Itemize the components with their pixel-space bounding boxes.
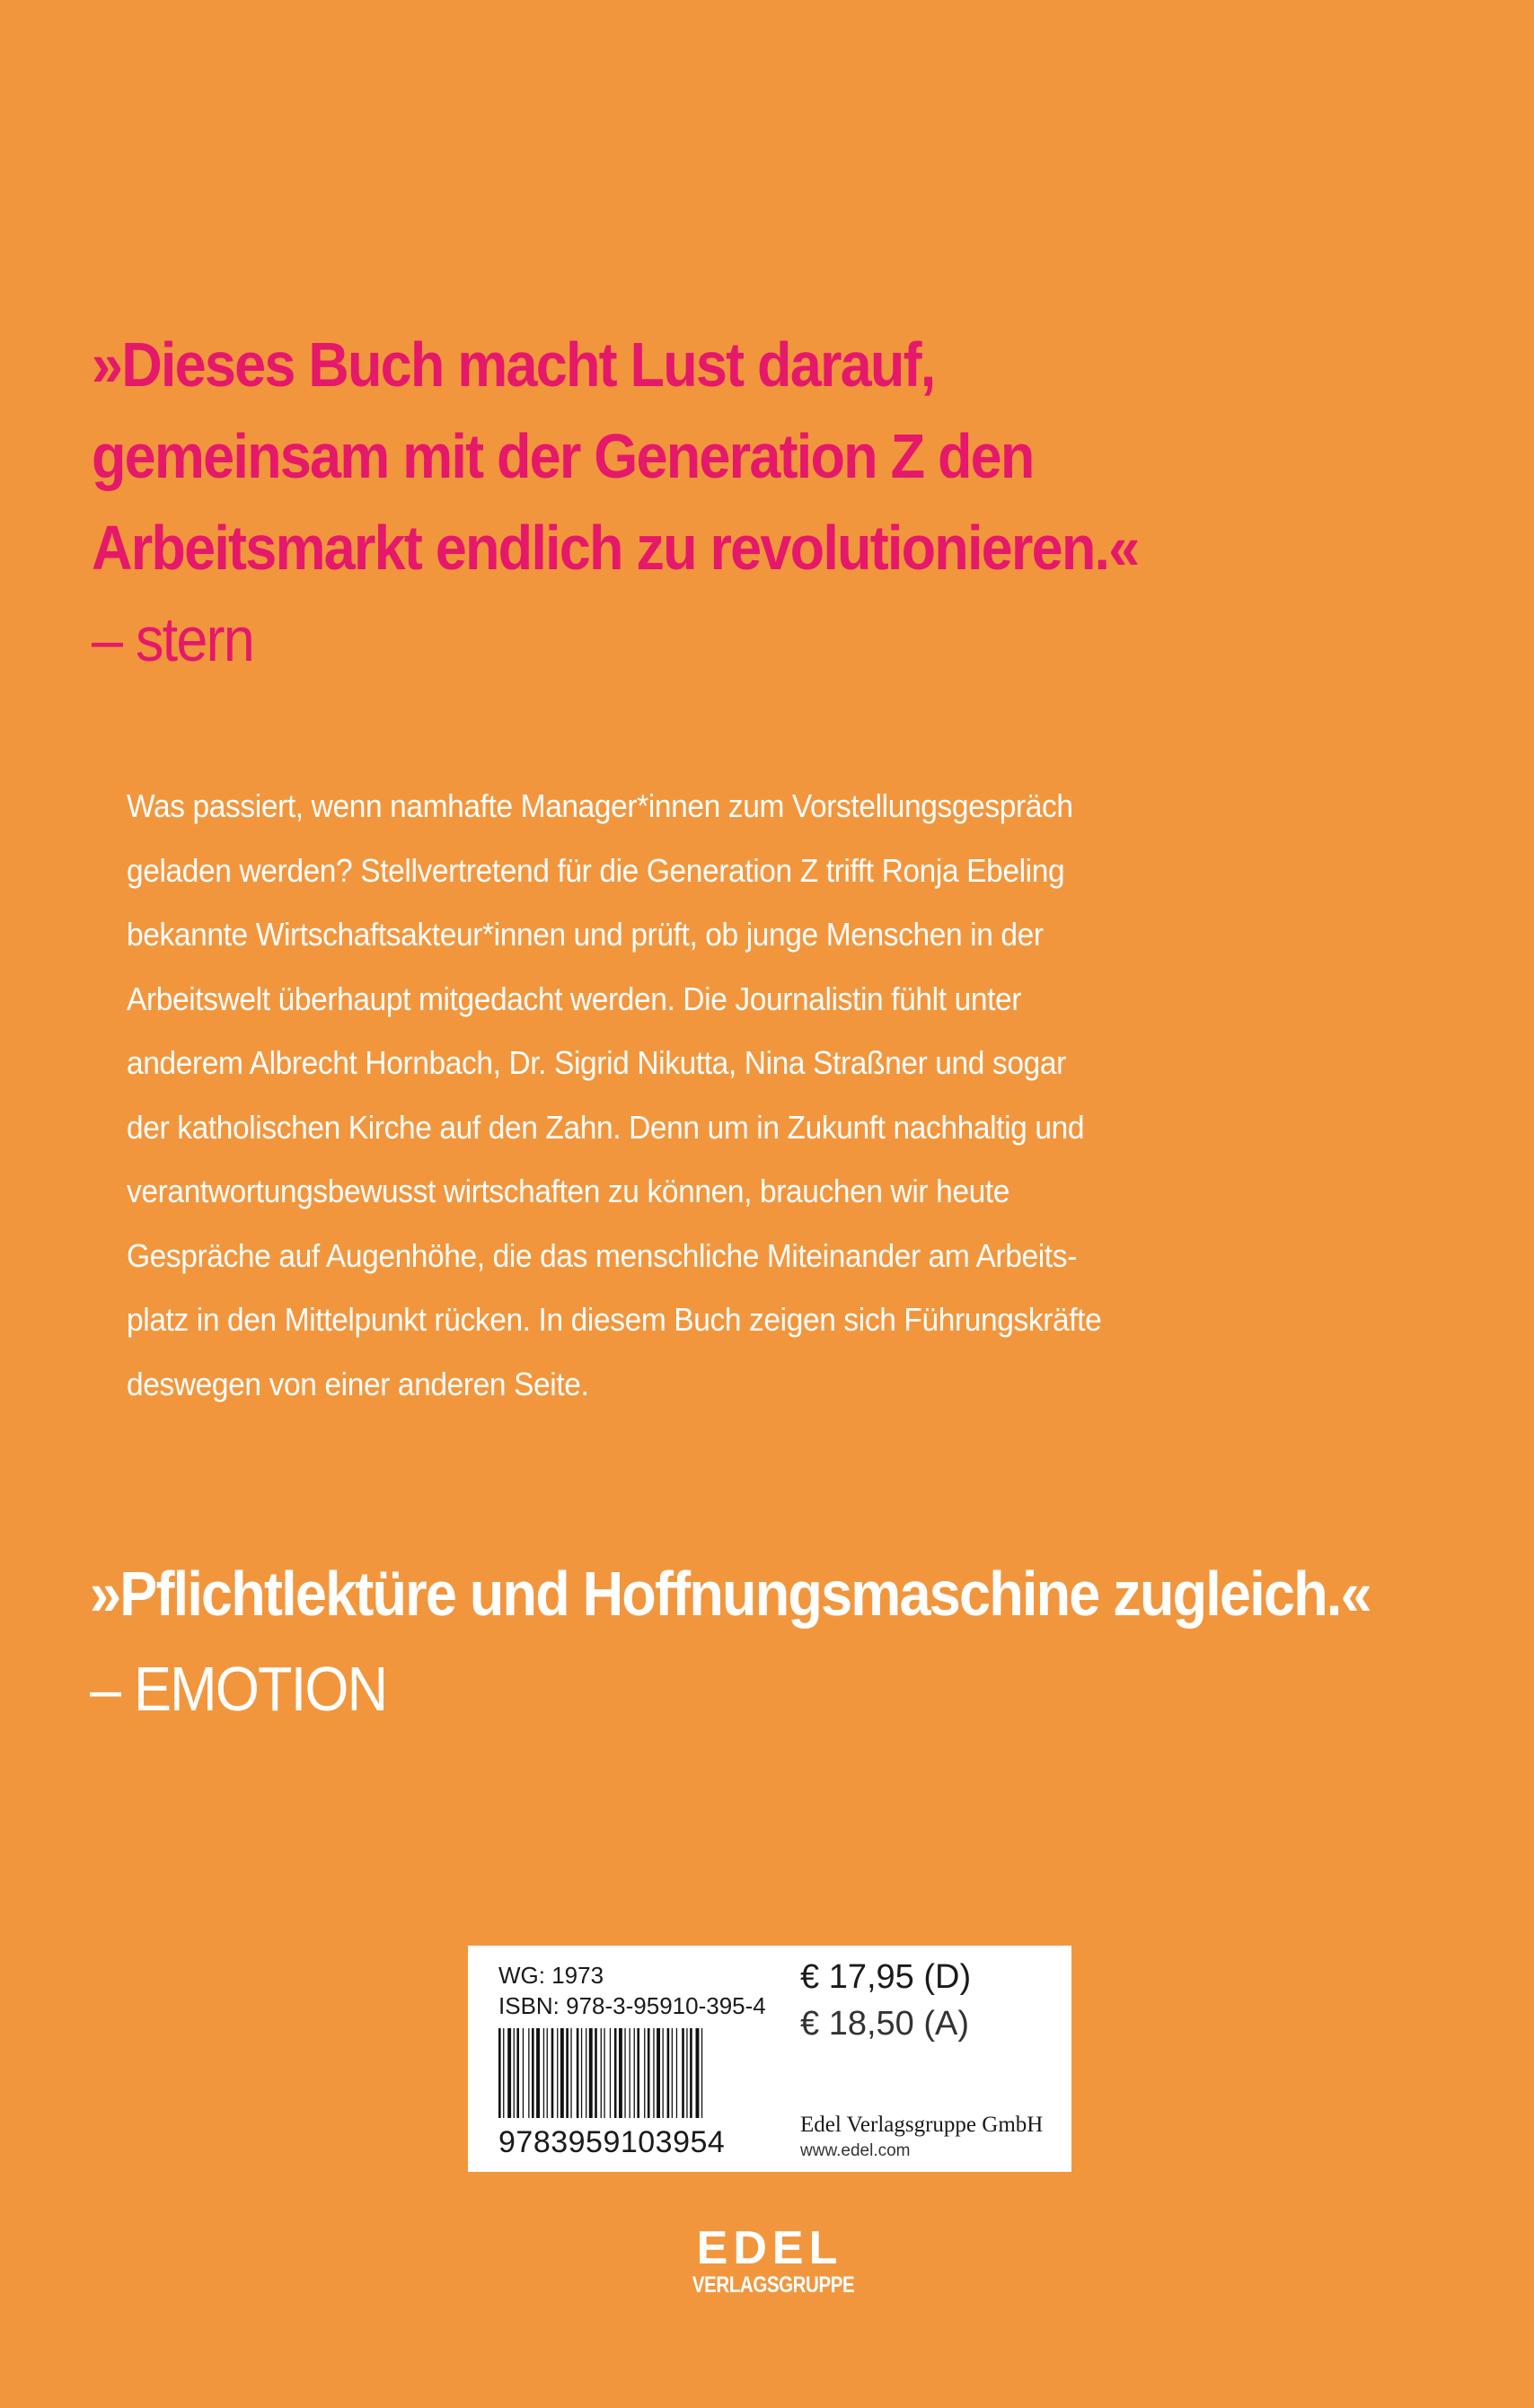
blurb-line: geladen werden? Stellvertretend für die Generation Z trifft Ronja Ebeling: [127, 851, 1065, 889]
price-germany: € 17,95 (D): [800, 1958, 972, 1996]
quote-emotion-text: »Pflichtlektüre und Hoffnungsmaschine zugleich.«: [90, 1559, 1371, 1629]
price-austria: € 18,50 (A): [800, 2005, 969, 2043]
barcode-digits: 9783959103954: [498, 2125, 726, 2159]
blurb-line: Arbeitswelt überhaupt mitgedacht werden. Die Journalistin fühlt unter: [127, 980, 1022, 1017]
blurb-line: der katholischen Kirche auf den Zahn. Denn um in Zukunft nachhaltig und: [127, 1108, 1085, 1146]
publisher-name: Edel Verlagsgruppe GmbH: [800, 2113, 1044, 2137]
quote-emotion-source: – EMOTION: [90, 1654, 387, 1724]
blurb-line: anderem Albrecht Hornbach, Dr. Sigrid Nikutta, Nina Straßner und sogar: [127, 1044, 1066, 1081]
blurb-line: bekannte Wirtschaftsakteur*innen und prüft, ob junge Menschen in der: [127, 916, 1044, 953]
quote-emotion: [90, 1546, 1371, 1736]
blurb-line: Was passiert, wenn namhafte Manager*innen zum Vorstellungsgespräch: [127, 787, 1073, 824]
quote-stern: [92, 319, 1304, 685]
blurb-line: Gespräche auf Augenhöhe, die das menschliche Miteinander am Arbeits-: [127, 1236, 1077, 1274]
barcode-wg: WG: 1973: [498, 1962, 604, 1989]
book-blurb: [127, 774, 1246, 1416]
barcode-isbn: ISBN: 978-3-95910-395-4: [498, 1992, 766, 2019]
publisher-url: www.edel.com: [800, 2141, 911, 2160]
quote-stern-line: »Dieses Buch macht Lust darauf,: [92, 330, 935, 400]
barcode-bars: [498, 2028, 768, 2118]
quote-stern-line: gemeinsam mit der Generation Z den: [92, 421, 1034, 491]
blurb-line: verantwortungsbewusst wirtschaften zu können, brauchen wir heute: [127, 1173, 1010, 1209]
quote-stern-source: – stern: [92, 604, 253, 674]
edel-logo: [675, 2222, 864, 2306]
blurb-line: deswegen von einer anderen Seite.: [127, 1365, 589, 1402]
logo-verlagsgruppe: VERLAGSGRUPPE: [692, 2272, 855, 2298]
logo-edel: EDEL: [696, 2222, 843, 2274]
barcode-box: [468, 1946, 1071, 2172]
quote-stern-line: Arbeitsmarkt endlich zu revolutionieren.«: [92, 513, 1139, 583]
blurb-line: platz in den Mittelpunkt rücken. In diesem Buch zeigen sich Führungskräfte: [127, 1301, 1102, 1338]
